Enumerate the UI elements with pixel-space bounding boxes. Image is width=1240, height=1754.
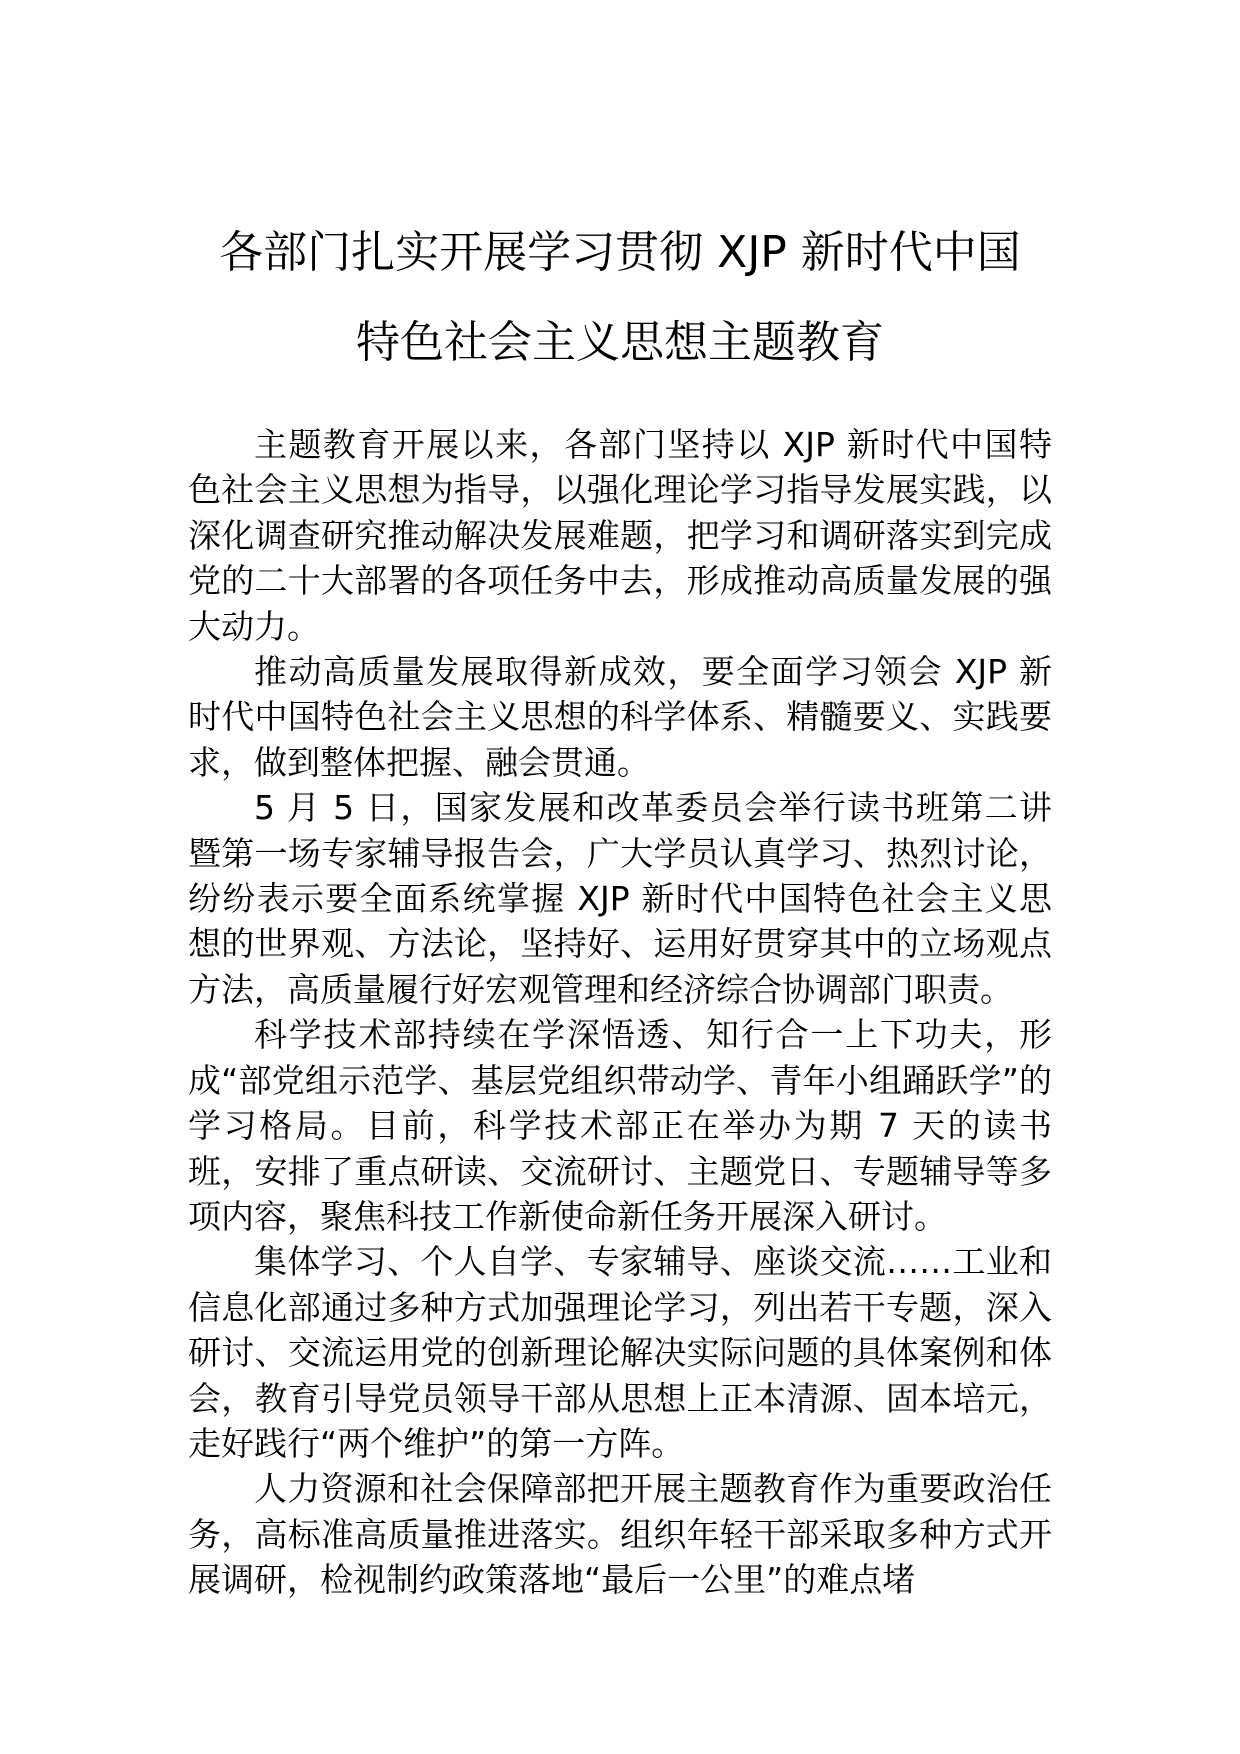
- document-title: [150, 208, 1090, 388]
- body-paragraph: 集体学习、个人自学、专家辅导、座谈交流……工业和信息化部通过多种方式加强理论学习，列出若干专题，深入研讨、交流运用党的创新理论解决实际问题的具体案例和体会，教育引导党员领导干部从思想上正本清源、固本培元，走好践行“两个维护”的第一方阵。: [188, 1242, 1052, 1463]
- body-paragraph: 人力资源和社会保障部把开展主题教育作为重要政治任务，高标准高质量推进落实。组织年轻干部采取多种方式开展调研，检视制约政策落地“最后一公里”的难点堵: [188, 1469, 1052, 1600]
- body-paragraph: 科学技术部持续在学深悟透、知行合一上下功夫，形成“部党组示范学、基层党组织带动学、青年小组踊跃学”的学习格局。目前，科学技术部正在举办为期 7 天的读书班，安排了重点研读、交流研讨、主题党日、专题辅导等多项内容，聚焦科技工作新使命新任务开展深入研讨。: [188, 1015, 1052, 1236]
- title-line-1: 各部门扎实开展学习贯彻 XJP 新时代中国: [219, 227, 1021, 278]
- title-line-2: 特色社会主义思想主题教育: [356, 317, 884, 368]
- body-paragraph: 主题教育开展以来，各部门坚持以 XJP 新时代中国特色社会主义思想为指导，以强化理论学习指导发展实践，以深化调查研究推动解决发展难题，把学习和调研落实到完成党的二十大部署的各项任务中去，形成推动高质量发展的强大动力。: [188, 425, 1052, 646]
- document-body: [188, 422, 1052, 1603]
- body-paragraph: 5 月 5 日，国家发展和改革委员会举行读书班第二讲暨第一场专家辅导报告会，广大学员认真学习、热烈讨论，纷纷表示要全面系统掌握 XJP 新时代中国特色社会主义思想的世界观、方法论，坚持好、运用好贯穿其中的立场观点方法，高质量履行好宏观管理和经济综合协调部门职责。: [188, 788, 1052, 1009]
- body-paragraph: 推动高质量发展取得新成效，要全面学习领会 XJP 新时代中国特色社会主义思想的科学体系、精髓要义、实践要求，做到整体把握、融会贯通。: [188, 652, 1052, 782]
